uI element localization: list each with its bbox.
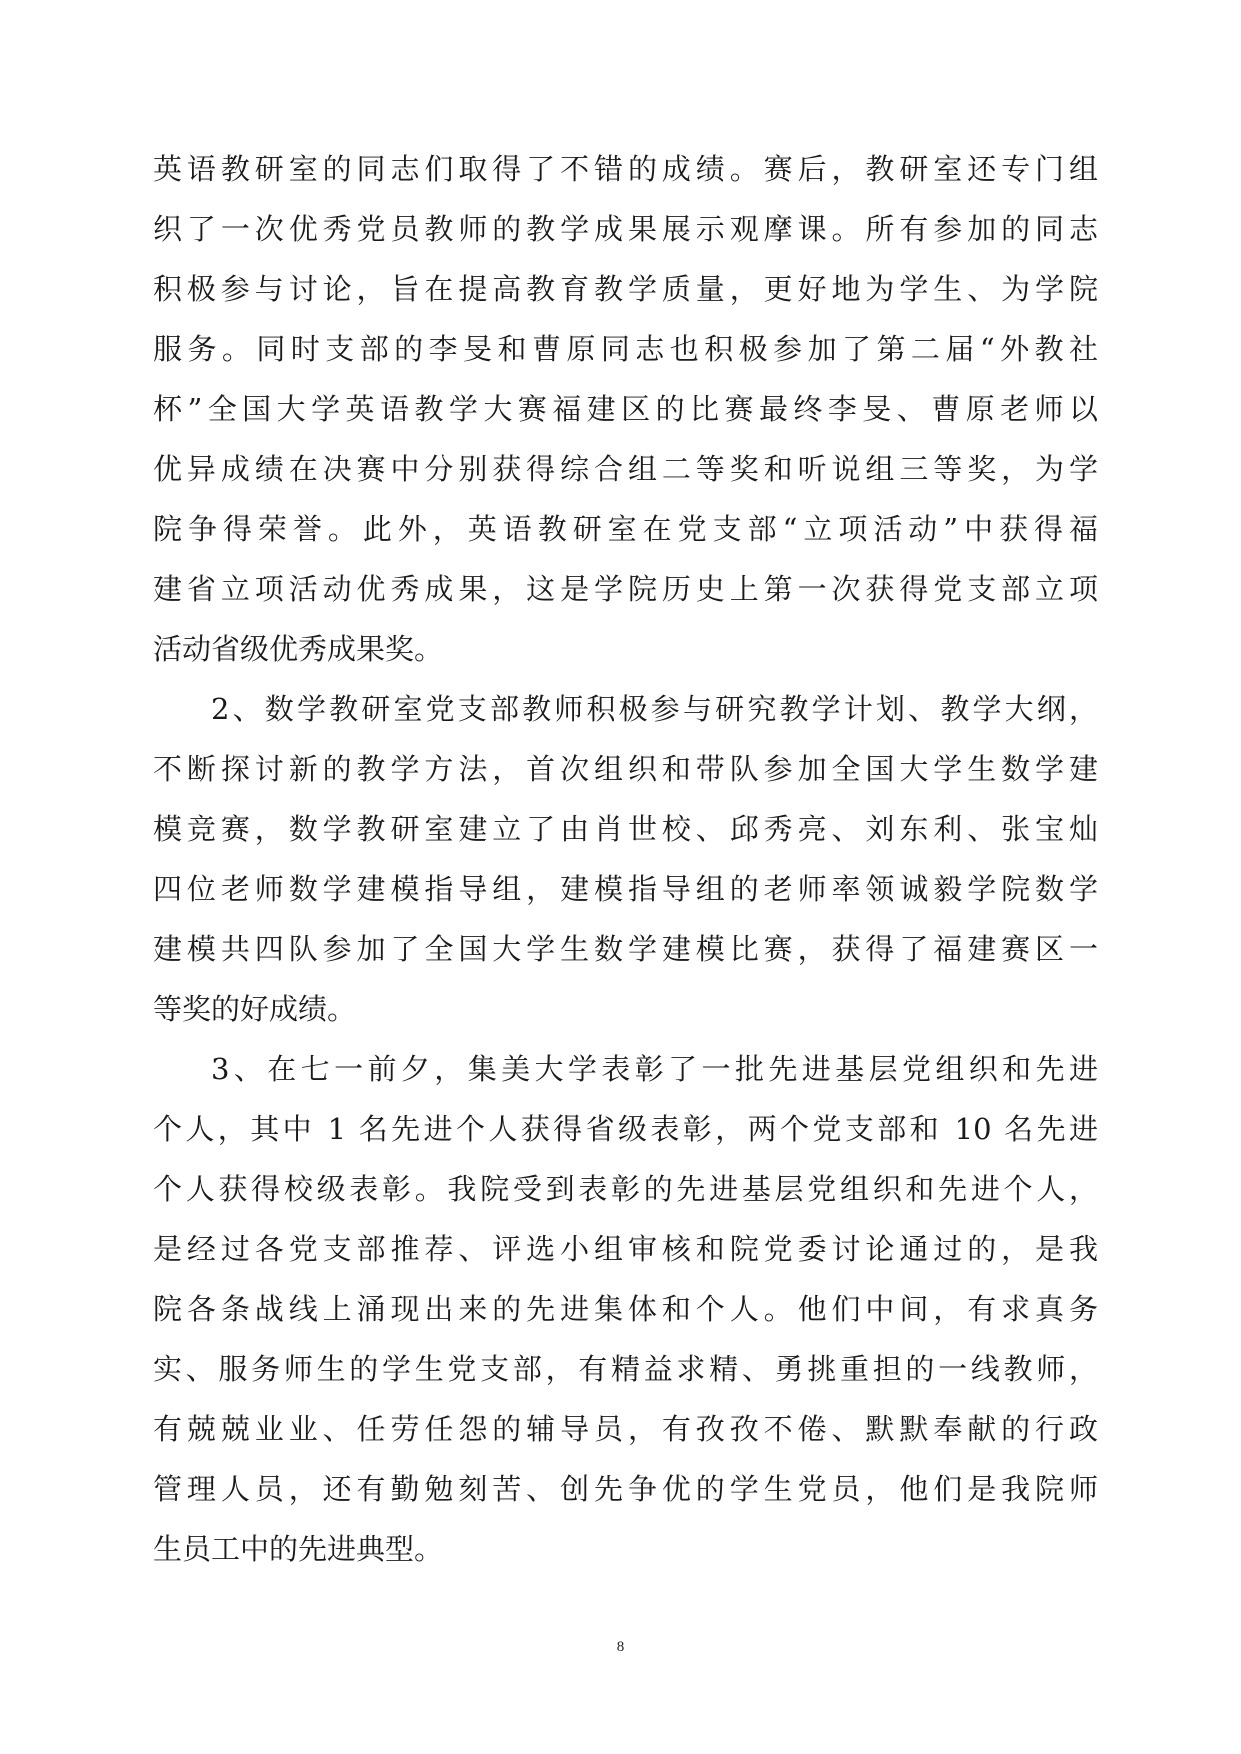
text-line: 四位老师数学建模指导组，建模指导组的老师率领诚毅学院数学 — [153, 872, 1098, 906]
text-line: 院各条战线上涌现出来的先进集体和个人。他们中间，有求真务 — [153, 1292, 1098, 1326]
text-line: 院争得荣誉。此外，英语教研室在党支部“立项活动”中获得福 — [153, 512, 1098, 546]
text-line: 英语教研室的同志们取得了不错的成绩。赛后，教研室还专门组 — [153, 152, 1098, 186]
text-line: 织了一次优秀党员教师的教学成果展示观摩课。所有参加的同志 — [153, 212, 1098, 246]
body-text — [153, 139, 1098, 1579]
text-line: 3、在七一前夕，集美大学表彰了一批先进基层党组织和先进 — [211, 1052, 1098, 1086]
text-line: 杯”全国大学英语教学大赛福建区的比赛最终李旻、曹原老师以 — [153, 392, 1098, 426]
paragraph-math-teaching — [153, 679, 1098, 1039]
text-line: 建模共四队参加了全国大学生数学建模比赛，获得了福建赛区一 — [153, 932, 1098, 966]
text-line: 建省立项活动优秀成果，这是学院历史上第一次获得党支部立项 — [153, 572, 1098, 606]
text-line: 是经过各党支部推荐、评选小组审核和院党委讨论通过的，是我 — [153, 1232, 1098, 1266]
paragraph-commendation — [153, 1039, 1098, 1579]
text-line: 个人获得校级表彰。我院受到表彰的先进基层党组织和先进个人， — [153, 1172, 1098, 1206]
text-line: 有兢兢业业、任劳任怨的辅导员，有孜孜不倦、默默奉献的行政 — [153, 1412, 1098, 1446]
text-line: 实、服务师生的学生党支部，有精益求精、勇挑重担的一线教师， — [153, 1352, 1098, 1386]
text-line: 模竞赛，数学教研室建立了由肖世校、邱秀亮、刘东利、张宝灿 — [153, 812, 1098, 846]
text-line: 个人，其中 1 名先进个人获得省级表彰，两个党支部和 10 名先进 — [153, 1112, 1098, 1146]
text-line: 等奖的好成绩。 — [153, 992, 357, 1026]
page-number: 8 — [616, 1639, 625, 1655]
text-line: 2、数学教研室党支部教师积极参与研究教学计划、教学大纲， — [211, 692, 1098, 726]
text-line: 生员工中的先进典型。 — [153, 1532, 444, 1566]
paragraph-english-teaching — [153, 139, 1098, 679]
text-line: 积极参与讨论，旨在提高教育教学质量，更好地为学生、为学院 — [153, 272, 1098, 306]
text-line: 服务。同时支部的李旻和曹原同志也积极参加了第二届“外教社 — [153, 332, 1098, 366]
text-line: 不断探讨新的教学方法，首次组织和带队参加全国大学生数学建 — [153, 752, 1098, 786]
text-line: 优异成绩在决赛中分别获得综合组二等奖和听说组三等奖，为学 — [153, 452, 1098, 486]
text-line: 管理人员，还有勤勉刻苦、创先争优的学生党员，他们是我院师 — [153, 1472, 1098, 1506]
text-line: 活动省级优秀成果奖。 — [153, 632, 444, 666]
